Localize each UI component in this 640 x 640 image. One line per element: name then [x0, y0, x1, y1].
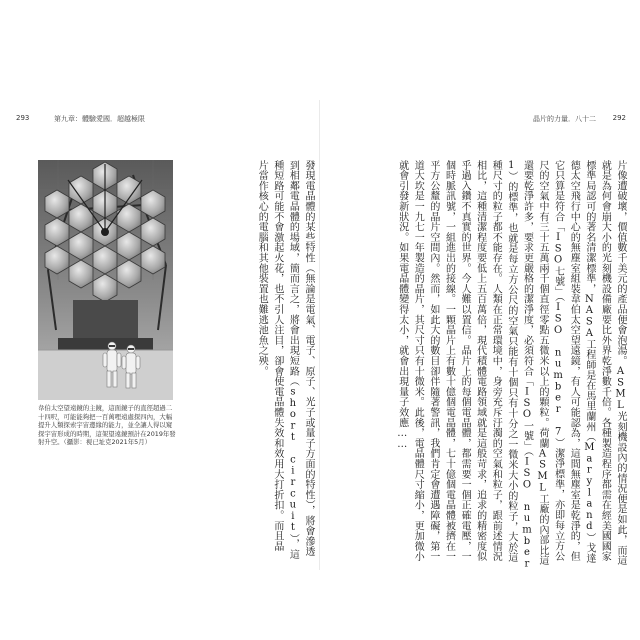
- left-page-number: 293: [16, 114, 30, 122]
- telescope-mirror-illustration: [38, 160, 173, 400]
- telescope-photo: [38, 160, 173, 400]
- left-running-head: 第九章：體驗愛國．超越極限: [54, 115, 145, 123]
- page-gutter: [319, 100, 320, 570]
- right-body-text: 片像遭破壞，價值數千美元的產品便會泡湯。ASML光刻機設內的情況便是如此，而這就是為何會崩大小的光刻機設備廠要比外界乾淨數千倍。各種製造程序都需在經美國國家標準局認可的著名清潔標準，NASA工程師是在馬里蘭州（Maryland）戈達德太空飛行中心的無塵室組裝韋伯太空望遠鏡，有人可能認為，這間無塵室是乾淨的，但它只算是符合「ISO七號」（ISO number 7）潔淨標準，亦即每立方公尺的空氣中有三十五萬兩千個直徑零點五微米以上的顆粒。荷蘭ASML工廠的內部比這還要乾淨許多，要求更嚴格的潔淨度，必須符合「ISO一號」（ISO number 1）的標準，也就是每立方公尺的空氣只能有十個只有十分之一微米大小的粒子，大於這種尺寸的粒子都不能存在。人類在正常環境中，身旁充斥汙濁的空氣和粒子，跟前述情況相比，這種清潔程度要低上五百萬倍，現代積體電路領域就是這般苛求，追求的精密度似乎過入鑽不真實的世界。今人難以置信。晶片上的每個電晶體，都需要一個正確電壓，一個時脈訊號，一組進出的接線。一顆晶片上有數十億個電晶體，七十億個電晶體被擠在一平方公釐的晶片空間內。然而，如此大的數目卻伴隨著警訊，我們肯定會遭遇障礙，第一道大坎是一九七一年製造的晶片，其尺寸只有十微米。此後，電晶體尺寸縮小，更加微小就會引發新狀況。如果電晶體變得太小，就會出現量子效應……: [396, 160, 626, 570]
- right-running-head: 晶片的力量．八十二: [533, 115, 596, 123]
- right-page-number: 292: [612, 114, 626, 122]
- left-body-text: 發現電晶體的某些特性（無論是電氣、電子、原子、光子或量子方面的特性），將會滲透到相鄰電晶體的場域，簡而言之，將會出現短路（short circuit），這種短路可能不會激起火花，也不引人注目，卻會使電晶體失效和效用大打折扣。而且晶片當作核心的電腦和其他裝置也難逃池魚之殃。: [256, 160, 314, 560]
- photo-caption: 韋伯太空望遠鏡的主鏡，這面鏡子的直徑超過二十四呎，可能能夠把一百萬哩遠處探四內，大幅提升人類探索宇宙邊緣的能力，並全讓人得以窺探宇宙形成的時期，這架望遠鏡預計在2019年發射升空。（攝影：視已址克2021年5月）: [38, 404, 176, 447]
